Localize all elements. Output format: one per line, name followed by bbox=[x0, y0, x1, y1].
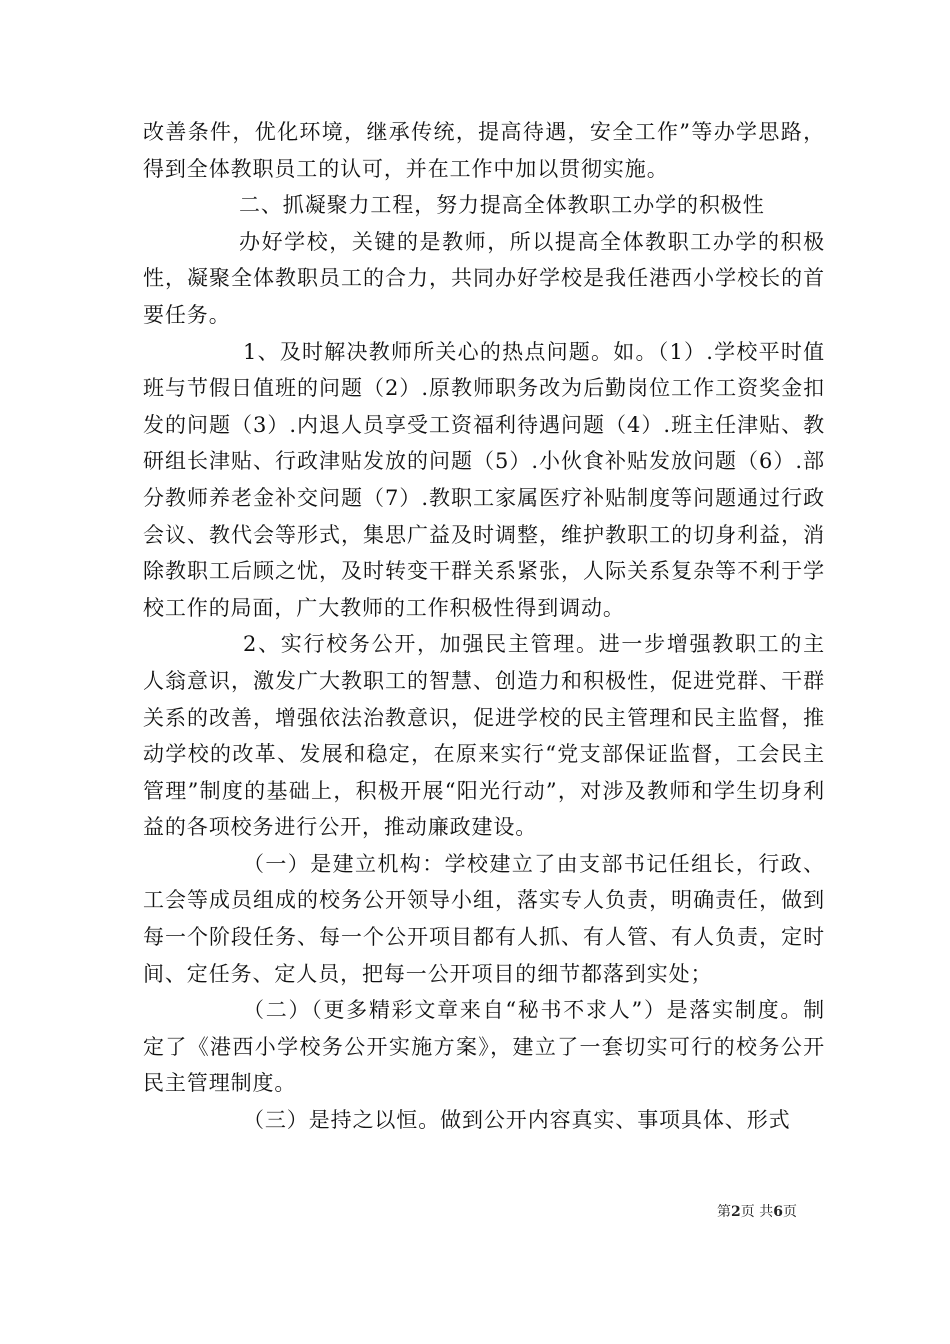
footer-suffix: 页 bbox=[782, 1204, 797, 1220]
paragraph-item-two: （二）（更多精彩文章来自“秘书不求人”）是落实制度。制定了《港西小学校务公开实施方案》，建立了一套切实可行的校务公开民主管理制度。 bbox=[143, 998, 825, 1096]
page-number-footer bbox=[717, 1203, 797, 1221]
document-body bbox=[143, 114, 825, 1139]
footer-current-page: 2 bbox=[731, 1204, 741, 1220]
paragraph-item-three: （三）是持之以恒。做到公开内容真实、事项具体、形式 bbox=[243, 1108, 791, 1133]
section-heading-cohesion: 二、抓凝聚力工程，努力提高全体教职工办学的积极性 bbox=[239, 193, 765, 218]
footer-prefix: 第 bbox=[717, 1204, 731, 1220]
footer-total-pages: 6 bbox=[773, 1204, 783, 1220]
paragraph-teachers-key: 办好学校，关键的是教师，所以提高全体教职工办学的积极性，凝聚全体教职员工的合力，共同办好学校是我任港西小学校长的首要任务。 bbox=[143, 229, 825, 327]
paragraph-school-affairs-open: 2、实行校务公开，加强民主管理。进一步增强教职工的主人翁意识，激发广大教职工的智慧、创造力和积极性，促进党群、干群关系的改善，增强依法治教意识，促进学校的民主管理和民主监督，推动学校的改革、发展和稳定，在原来实行“党支部保证监督，工会民主管理”制度的基础上，积极开展“阳光行动”，对涉及教师和学生切身利益的各项校务进行公开，推动廉政建设。 bbox=[143, 632, 825, 840]
paragraph-continued-principles: 改善条件，优化环境，继承传统，提高待遇，安全工作”等办学思路，得到全体教职员工的认可，并在工作中加以贯彻实施。 bbox=[143, 120, 825, 181]
footer-middle: 页 共 bbox=[740, 1204, 774, 1220]
paragraph-item-one: （一）是建立机构：学校建立了由支部书记任组长，行政、工会等成员组成的校务公开领导小组，落实专人负责，明确责任，做到每一个阶段任务、每一个公开项目都有人抓、有人管、有人负责，定时间、定任务、定人员，把每一公开项目的细节都落到实处； bbox=[143, 851, 825, 986]
paragraph-hot-issues: 1、及时解决教师所关心的热点问题。如。（1）.学校平时值班与节假日值班的问题（2）.原教师职务改为后勤岗位工作工资奖金扣发的问题（3）.内退人员享受工资福利待遇问题（4）.班主任津贴、教研组长津贴、行政津贴发放的问题（5）.小伙食补贴发放问题（6）.部分教师养老金补交问题（7）.教职工家属医疗补贴制度等问题通过行政会议、教代会等形式，集思广益及时调整，维护教职工的切身利益，消除教职工后顾之忧，及时转变干群关系紧张，人际关系复杂等不利于学校工作的局面，广大教师的工作积极性得到调动。 bbox=[143, 339, 825, 620]
